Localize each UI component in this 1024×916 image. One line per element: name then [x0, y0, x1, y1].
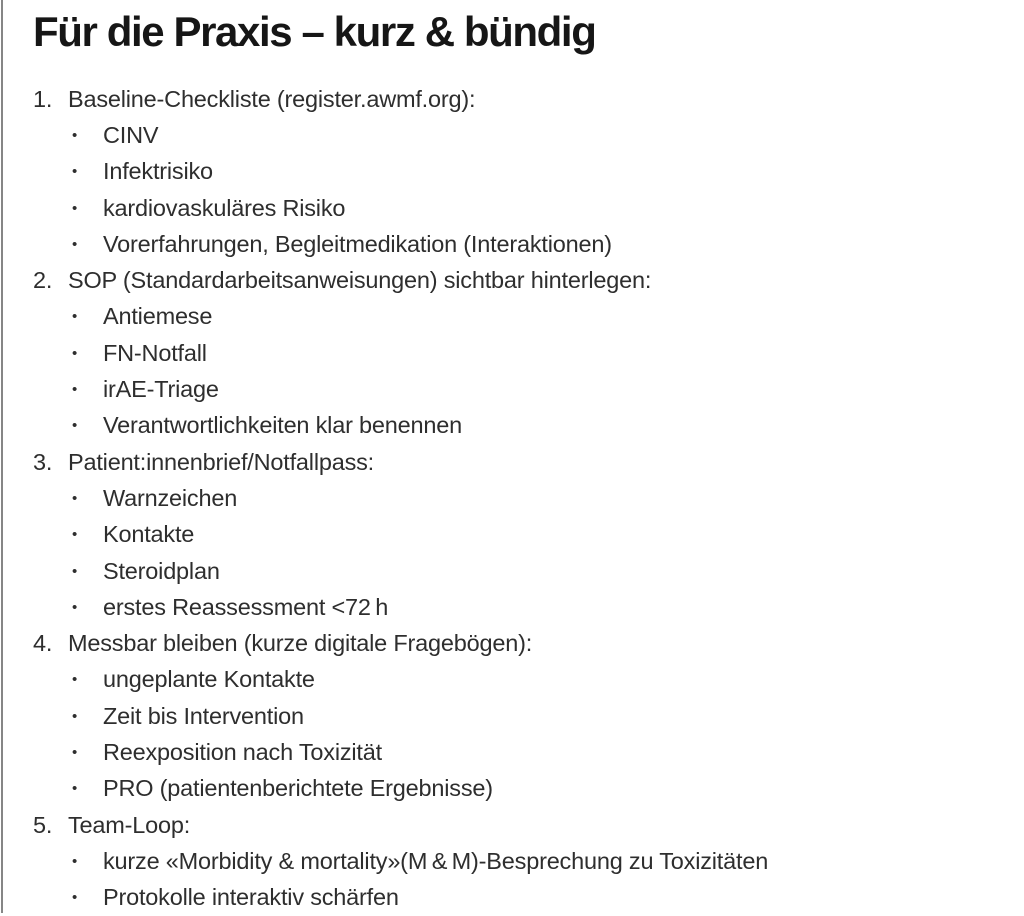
bullet-icon: • — [72, 163, 78, 181]
bullet-row — [33, 480, 1014, 516]
bullet-row — [33, 589, 1014, 625]
bullet-icon: • — [72, 381, 78, 399]
bullet-text: FN-Notfall — [103, 339, 207, 366]
list-item-number: 2. — [33, 267, 53, 294]
list-item — [33, 625, 1014, 806]
list-item-heading-row — [33, 444, 1014, 480]
bullet-icon: • — [72, 780, 78, 798]
list-item — [33, 262, 1014, 443]
bullet-icon: • — [72, 308, 78, 326]
list-item-label: Team-Loop: — [68, 811, 191, 838]
bullet-text: Vorerfahrungen, Begleitmedikation (Interaktionen) — [103, 230, 612, 257]
list-item-heading-row — [33, 807, 1014, 843]
bullet-icon: • — [72, 707, 78, 725]
bullet-text: irAE-Triage — [103, 376, 219, 403]
bullet-row — [33, 371, 1014, 407]
bullet-row — [33, 154, 1014, 190]
bullet-text: erstes Reassessment <72 h — [103, 593, 389, 620]
bullet-icon: • — [72, 598, 78, 616]
bullet-row — [33, 553, 1014, 589]
bullet-row — [33, 408, 1014, 444]
bullet-row — [33, 517, 1014, 553]
bullet-icon: • — [72, 344, 78, 362]
list-item-heading-row — [33, 262, 1014, 298]
bullet-text: Protokolle interaktiv schärfen — [103, 884, 399, 911]
bullet-row — [33, 117, 1014, 153]
bullet-icon: • — [72, 889, 78, 907]
bullet-row — [33, 662, 1014, 698]
bullet-text: kurze «Morbidity & mortality»(M & M)-Besprechung zu Toxizitäten — [103, 847, 769, 874]
bullet-text: kardiovaskuläres Risiko — [103, 194, 346, 221]
list-item-heading-row — [33, 625, 1014, 661]
list-item-label: SOP (Standardarbeitsanweisungen) sichtbar hinterlegen: — [68, 267, 652, 294]
bullet-row — [33, 190, 1014, 226]
left-margin-rule — [1, 0, 3, 913]
list-item-heading-row — [33, 81, 1014, 117]
list-item-number: 3. — [33, 448, 53, 475]
bullet-text: Infektrisiko — [103, 158, 213, 185]
bullet-text: Warnzeichen — [103, 484, 238, 511]
bullet-row — [33, 299, 1014, 335]
bullet-icon: • — [72, 743, 78, 761]
bullet-icon: • — [72, 671, 78, 689]
bullet-text: ungeplante Kontakte — [103, 666, 315, 693]
bullet-text: Zeit bis Intervention — [103, 702, 304, 729]
bullet-icon: • — [72, 526, 78, 544]
list-item-number: 5. — [33, 811, 53, 838]
bullet-text: Reexposition nach Toxizität — [103, 738, 382, 765]
list-item-label: Baseline-Checkliste (register.awmf.org): — [68, 85, 476, 112]
list-item-number: 4. — [33, 630, 53, 657]
bullet-row — [33, 335, 1014, 371]
page-title: Für die Praxis – kurz & bündig — [33, 8, 596, 55]
bullet-row — [33, 734, 1014, 770]
list-item — [33, 81, 1014, 262]
bullet-row — [33, 880, 1014, 916]
bullet-text: PRO (patientenberichtete Ergebnisse) — [103, 775, 493, 802]
bullet-icon: • — [72, 489, 78, 507]
bullet-icon: • — [72, 417, 78, 435]
bullet-text: CINV — [103, 121, 159, 148]
bullet-icon: • — [72, 852, 78, 870]
bullet-row — [33, 843, 1014, 879]
bullet-text: Steroidplan — [103, 557, 220, 584]
numbered-list — [33, 81, 1014, 916]
list-item-label: Patient:innenbrief/Notfallpass: — [68, 448, 375, 475]
bullet-text: Verantwortlichkeiten klar benennen — [103, 412, 462, 439]
bullet-icon: • — [72, 235, 78, 253]
bullet-icon: • — [72, 562, 78, 580]
list-item-number: 1. — [33, 85, 53, 112]
list-item-label: Messbar bleiben (kurze digitale Fragebögen): — [68, 630, 533, 657]
bullet-row — [33, 698, 1014, 734]
bullet-row — [33, 771, 1014, 807]
bullet-icon: • — [72, 126, 78, 144]
bullet-row — [33, 226, 1014, 262]
list-item — [33, 444, 1014, 625]
bullet-icon: • — [72, 199, 78, 217]
list-item — [33, 807, 1014, 916]
bullet-text: Kontakte — [103, 521, 195, 548]
bullet-text: Antiemese — [103, 303, 213, 330]
